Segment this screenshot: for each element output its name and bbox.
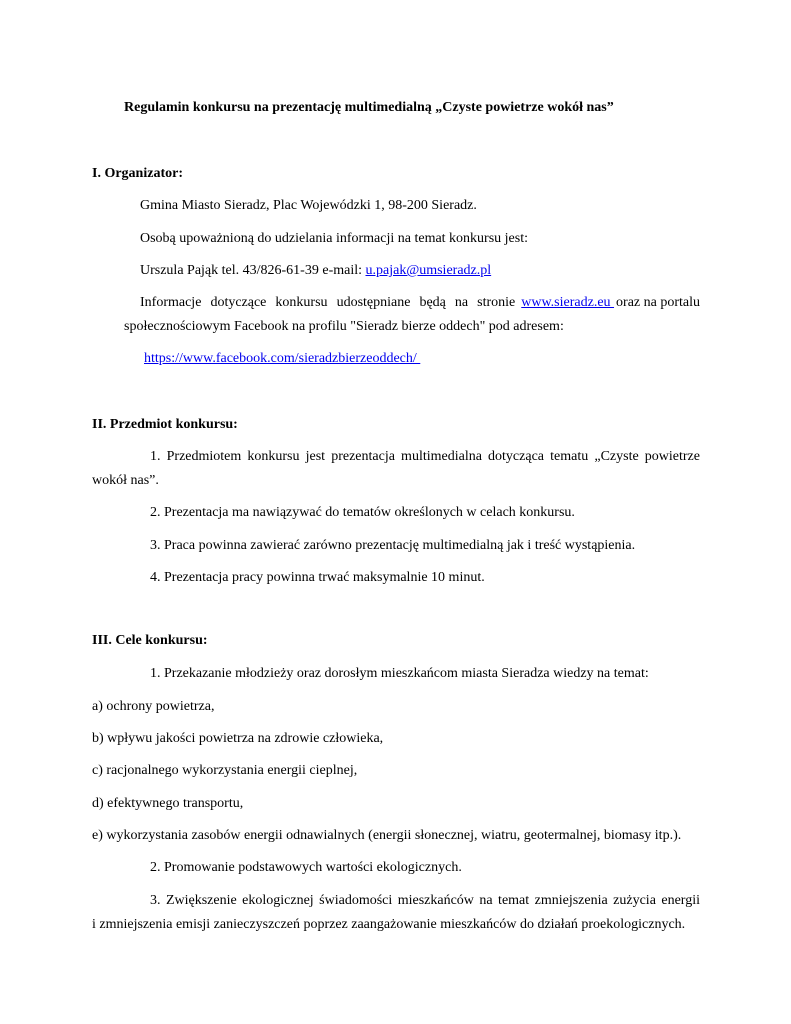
contact-line (140, 262, 491, 280)
facebook-line (144, 350, 420, 368)
info-line-1 (140, 294, 700, 312)
subject-item-3: 3. Praca powinna zawierać zarówno prezentację multimedialną jak i treść wystąpienia. (150, 538, 636, 553)
goals-sub-d: d) efektywnego transportu, (92, 796, 244, 811)
subject-item-4: 4. Prezentacja pracy powinna trwać maksymalnie 10 minut. (150, 570, 485, 585)
subject-item-1-line-2: wokół nas”. (92, 473, 159, 488)
authorized-person-text: Osobą upoważnioną do udzielania informacji na temat konkursu jest: (140, 231, 529, 246)
goals-sub-b: b) wpływu jakości powietrza na zdrowie człowieka, (92, 731, 384, 746)
subject-item-1-line-1: 1. Przedmiotem konkursu jest prezentacja multimedialna dotycząca tematu „Czyste powietrze (150, 449, 700, 464)
goals-item-1: 1. Przekazanie młodzieży oraz dorosłym mieszkańcom miasta Sieradza wiedzy na temat: (150, 666, 649, 681)
goals-item-3-line-1: 3. Zwiększenie ekologicznej świadomości mieszkańców na temat zmniejszenia zużycia energii (150, 893, 700, 908)
info-prefix: Informacje dotyczące konkursu udostępniane będą na stronie (140, 295, 516, 310)
section-heading-subject: II. Przedmiot konkursu: (92, 417, 238, 432)
goals-sub-a: a) ochrony powietrza, (92, 699, 215, 714)
subject-item-2: 2. Prezentacja ma nawiązywać do tematów określonych w celach konkursu. (150, 505, 575, 520)
goals-item-2: 2. Promowanie podstawowych wartości ekologicznych. (150, 860, 462, 875)
section-heading-goals: III. Cele konkursu: (92, 633, 208, 648)
goals-item-3-line-2: i zmniejszenia emisji zanieczyszczeń poprzez zaangażowanie mieszkańców do działań proekologicznych. (92, 917, 686, 932)
contact-email-link[interactable]: u.pajak@umsieradz.pl (365, 263, 492, 278)
info-line-2: społecznościowym Facebook na profilu "Sieradz bierze oddech" pod adresem: (124, 319, 564, 334)
section-heading-organizer: I. Organizator: (92, 166, 183, 181)
goals-sub-e: e) wykorzystania zasobów energii odnawialnych (energii słonecznej, wiatru, geotermalnej, biomasy itp.). (92, 828, 682, 843)
document-title: Regulamin konkursu na prezentację multimedialną „Czyste powietrze wokół nas” (124, 100, 614, 115)
organizer-address: Gmina Miasto Sieradz, Plac Wojewódzki 1, 98-200 Sieradz. (140, 198, 477, 213)
info-suffix: oraz na portalu (616, 295, 700, 310)
contact-text: Urszula Pająk tel. 43/826-61-39 e-mail: (140, 263, 366, 278)
website-link[interactable]: www.sieradz.eu (521, 295, 615, 310)
facebook-link[interactable]: https://www.facebook.com/sieradzbierzeoddech/ (144, 351, 421, 366)
goals-sub-c: c) racjonalnego wykorzystania energii cieplnej, (92, 763, 358, 778)
